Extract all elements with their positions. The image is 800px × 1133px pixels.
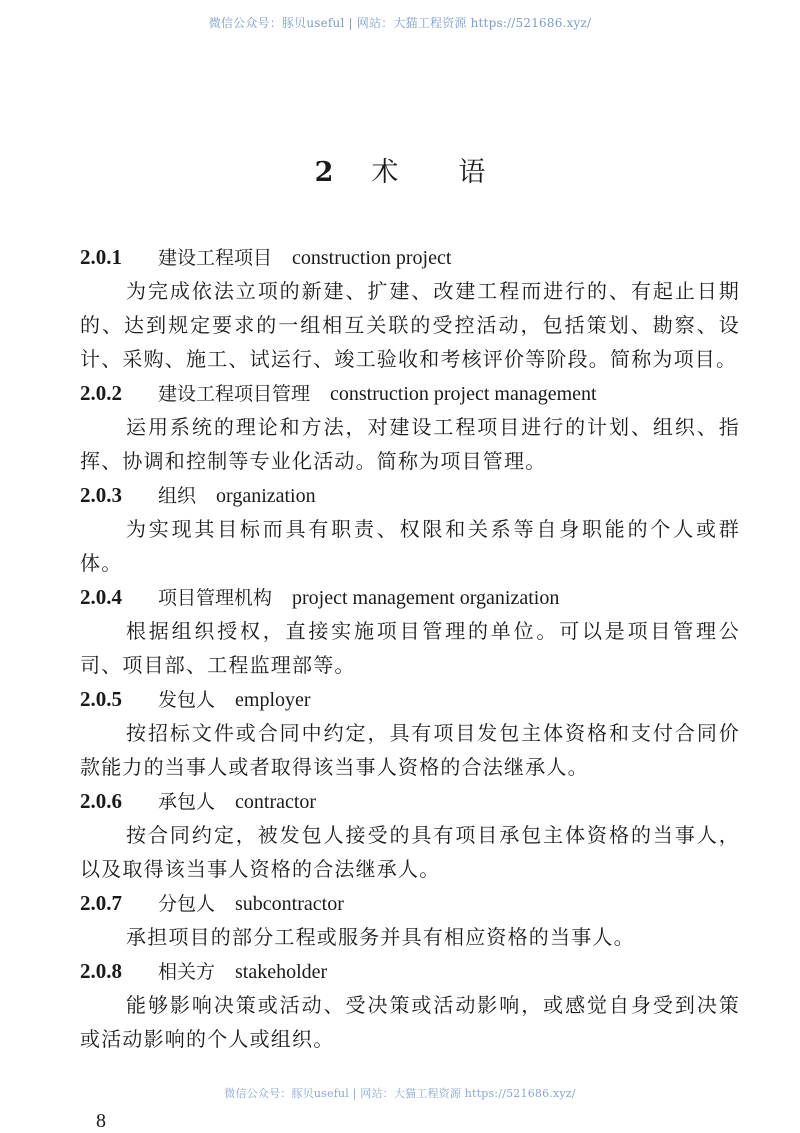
term-en: construction project management bbox=[330, 383, 597, 405]
page-number: 8 bbox=[96, 1110, 106, 1132]
term-code: 2.0.2 bbox=[80, 381, 122, 405]
term-code: 2.0.8 bbox=[80, 959, 122, 983]
watermark-bottom: 微信公众号：豚贝useful | 网站：大猫工程资源 https://521686.xyz/ bbox=[224, 1087, 576, 1100]
term-cn: 发包人 bbox=[158, 689, 216, 711]
term-entry bbox=[80, 580, 740, 682]
term-definition: 运用系统的理论和方法，对建设工程项目进行的计划、组织、指挥、协调和控制等专业化活动。简称为项目管理。 bbox=[80, 415, 740, 473]
term-en: project management organization bbox=[292, 587, 560, 609]
term-code: 2.0.3 bbox=[80, 483, 122, 507]
term-entry bbox=[80, 784, 740, 886]
term-cn: 项目管理机构 bbox=[158, 587, 273, 609]
watermark-top: 微信公众号：豚贝useful | 网站：大猫工程资源 https://521686.xyz/ bbox=[208, 16, 592, 30]
term-entry bbox=[80, 478, 740, 580]
term-heading bbox=[80, 886, 740, 920]
term-heading bbox=[80, 682, 740, 716]
term-heading bbox=[80, 954, 740, 988]
term-code: 2.0.5 bbox=[80, 687, 122, 711]
term-definition: 按招标文件或合同中约定，具有项目发包主体资格和支付合同价款能力的当事人或者取得该当事人资格的合法继承人。 bbox=[80, 721, 740, 779]
term-en: stakeholder bbox=[235, 961, 328, 983]
term-definition: 为完成依法立项的新建、扩建、改建工程而进行的、有起止日期的、达到规定要求的一组相互关联的受控活动，包括策划、勘察、设计、采购、施工、试运行、竣工验收和考核评价等阶段。简称为项目。 bbox=[80, 279, 740, 371]
term-cn: 承包人 bbox=[158, 791, 216, 813]
term-heading bbox=[80, 784, 740, 818]
term-entry bbox=[80, 376, 740, 478]
term-en: contractor bbox=[235, 791, 317, 813]
term-definition: 能够影响决策或活动、受决策或活动影响，或感觉自身受到决策或活动影响的个人或组织。 bbox=[80, 993, 740, 1051]
term-definition: 为实现其目标而具有职责、权限和关系等自身职能的个人或群体。 bbox=[80, 517, 740, 575]
term-entry bbox=[80, 886, 740, 954]
term-cn: 建设工程项目管理 bbox=[158, 383, 311, 405]
term-cn: 组织 bbox=[158, 485, 197, 507]
chapter-title bbox=[0, 150, 800, 189]
chapter-title-char-2: 语 bbox=[458, 157, 486, 188]
term-en: employer bbox=[235, 689, 311, 711]
term-definition: 根据组织授权，直接实施项目管理的单位。可以是项目管理公司、项目部、工程监理部等。 bbox=[80, 619, 740, 677]
term-definition: 按合同约定，被发包人接受的具有项目承包主体资格的当事人，以及取得该当事人资格的合法继承人。 bbox=[80, 823, 740, 881]
term-heading bbox=[80, 478, 740, 512]
term-code: 2.0.7 bbox=[80, 891, 122, 915]
term-en: organization bbox=[216, 485, 316, 507]
term-cn: 建设工程项目 bbox=[158, 247, 273, 269]
term-heading bbox=[80, 376, 740, 410]
term-code: 2.0.4 bbox=[80, 585, 122, 609]
chapter-number: 2 bbox=[314, 157, 334, 188]
term-en: subcontractor bbox=[235, 893, 344, 915]
term-code: 2.0.1 bbox=[80, 245, 122, 269]
term-entry bbox=[80, 682, 740, 784]
term-entry bbox=[80, 240, 740, 376]
term-heading bbox=[80, 580, 740, 614]
term-cn: 相关方 bbox=[158, 961, 216, 983]
term-en: construction project bbox=[292, 247, 452, 269]
chapter-title-char-1: 术 bbox=[371, 157, 399, 188]
term-entry bbox=[80, 954, 740, 1056]
term-code: 2.0.6 bbox=[80, 789, 122, 813]
term-heading bbox=[80, 240, 740, 274]
term-definition: 承担项目的部分工程或服务并具有相应资格的当事人。 bbox=[126, 925, 635, 949]
term-cn: 分包人 bbox=[158, 893, 216, 915]
terms-list bbox=[80, 240, 740, 1056]
